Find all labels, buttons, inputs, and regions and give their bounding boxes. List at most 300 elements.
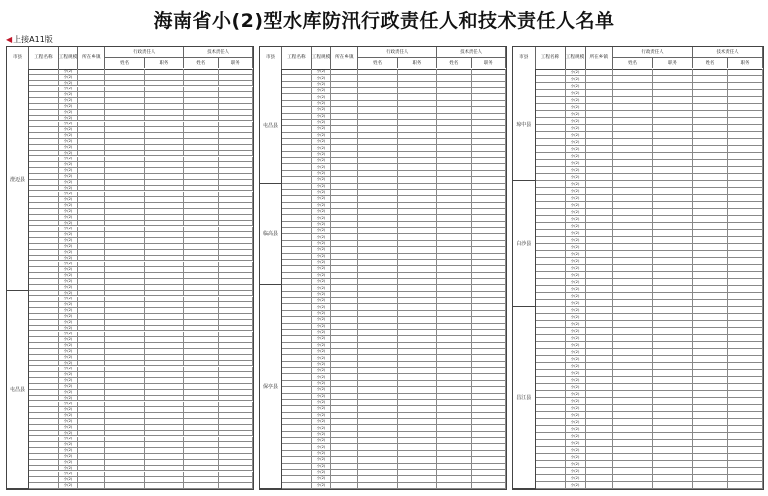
table-cell	[728, 167, 763, 173]
table-cell	[219, 192, 253, 197]
scale-cell: 小(2)	[59, 197, 79, 202]
table-cell	[693, 258, 728, 264]
table-cell	[29, 477, 59, 482]
table-cell	[358, 355, 397, 360]
table-cell	[437, 381, 471, 386]
scale-cell: 小(2)	[312, 470, 332, 475]
table-row	[513, 209, 763, 216]
table-cell	[29, 337, 59, 342]
scale-cell: 小(2)	[59, 186, 79, 191]
table-cell	[145, 349, 184, 354]
table-cell	[358, 362, 397, 367]
table-cell	[613, 412, 653, 418]
table-cell	[145, 378, 184, 383]
table-cell	[586, 440, 614, 446]
table-cell	[653, 307, 693, 313]
scale-cell: 小(2)	[312, 82, 332, 87]
table-cell	[145, 180, 184, 185]
scale-cell: 小(2)	[312, 75, 332, 80]
table-cell	[693, 363, 728, 369]
table-cell	[653, 321, 693, 327]
table-cell	[78, 203, 105, 208]
table-cell	[282, 330, 312, 335]
table-cell	[437, 171, 471, 176]
scale-cell: 小(2)	[59, 232, 79, 237]
table-cell	[613, 83, 653, 89]
table-cell	[693, 342, 728, 348]
table-cell	[331, 158, 358, 163]
table-cell	[29, 314, 59, 319]
table-cell	[693, 153, 728, 159]
table-cell	[105, 69, 144, 74]
table-cell	[653, 328, 693, 334]
scale-cell: 小(2)	[312, 355, 332, 360]
table-cell	[331, 470, 358, 475]
table-cell	[331, 120, 358, 125]
table-cell	[184, 413, 218, 418]
table-row	[513, 293, 763, 300]
table-cell	[331, 126, 358, 131]
scale-cell: 小(2)	[312, 425, 332, 430]
scale-cell: 小(2)	[566, 272, 586, 278]
table-cell	[219, 285, 253, 290]
table-cell	[536, 384, 566, 390]
table-row	[513, 265, 763, 272]
scale-cell: 小(2)	[566, 265, 586, 271]
table-cell	[586, 160, 614, 166]
table-cell	[358, 196, 397, 201]
table-cell	[398, 209, 437, 214]
table-cell	[586, 300, 614, 306]
table-cell	[613, 195, 653, 201]
table-cell	[358, 254, 397, 259]
table-cell	[29, 127, 59, 132]
table-cell	[398, 120, 437, 125]
table-cell	[282, 355, 312, 360]
table-cell	[398, 406, 437, 411]
table-cell	[398, 222, 437, 227]
table-cell	[282, 234, 312, 239]
scale-cell: 小(2)	[59, 116, 79, 121]
scale-cell: 小(2)	[566, 132, 586, 138]
table-cell	[536, 146, 566, 152]
table-cell	[219, 390, 253, 395]
table-cell	[219, 227, 253, 232]
table-cell	[184, 262, 218, 267]
table-cell	[29, 168, 59, 173]
table-cell	[613, 342, 653, 348]
table-cell	[78, 244, 105, 249]
table-cell	[219, 110, 253, 115]
table-cell	[219, 75, 253, 80]
table-cell	[613, 363, 653, 369]
scale-cell: 小(2)	[566, 454, 586, 460]
table-row	[513, 482, 763, 489]
table-cell	[613, 174, 653, 180]
table-cell	[331, 355, 358, 360]
table-cell	[29, 180, 59, 185]
table-cell	[184, 332, 218, 337]
table-cell	[358, 190, 397, 195]
table-cell	[105, 361, 144, 366]
table-cell	[613, 419, 653, 425]
table-cell	[586, 125, 614, 131]
table-cell	[282, 241, 312, 246]
table-cell	[398, 184, 437, 189]
table-cell	[398, 368, 437, 373]
table-cell	[184, 75, 218, 80]
table-cell	[398, 139, 437, 144]
table-cell	[653, 202, 693, 208]
table-cell	[29, 442, 59, 447]
table-cell	[29, 419, 59, 424]
table-cell	[331, 304, 358, 309]
table-cell	[145, 92, 184, 97]
table-cell	[586, 482, 614, 488]
table-row	[513, 118, 763, 125]
table-cell	[728, 202, 763, 208]
table-cell	[437, 368, 471, 373]
table-cell	[145, 384, 184, 389]
table-cell	[331, 292, 358, 297]
table-cell	[78, 390, 105, 395]
table-cell	[282, 425, 312, 430]
table-cell	[437, 470, 471, 475]
table-cell	[29, 203, 59, 208]
scale-cell: 小(2)	[312, 413, 332, 418]
table-cell	[184, 442, 218, 447]
table-cell	[693, 300, 728, 306]
scale-cell: 小(2)	[59, 174, 79, 179]
table-cell	[437, 69, 471, 74]
table-cell	[398, 152, 437, 157]
table-cell	[693, 321, 728, 327]
table-cell	[536, 349, 566, 355]
table-cell	[472, 387, 506, 392]
scale-cell: 小(2)	[312, 476, 332, 481]
table-cell	[472, 171, 506, 176]
scale-cell: 小(2)	[59, 483, 79, 488]
table-cell	[653, 83, 693, 89]
table-cell	[282, 464, 312, 469]
table-cell	[219, 314, 253, 319]
scale-cell: 小(2)	[59, 98, 79, 103]
table-cell	[472, 69, 506, 74]
table-cell	[105, 92, 144, 97]
table-cell	[219, 372, 253, 377]
table-cell	[693, 454, 728, 460]
table-cell	[398, 374, 437, 379]
table-cell	[613, 139, 653, 145]
table-cell	[437, 234, 471, 239]
scale-cell: 小(2)	[312, 203, 332, 208]
table-cell	[693, 195, 728, 201]
table-cell	[437, 94, 471, 99]
table-cell	[282, 203, 312, 208]
table-cell	[437, 330, 471, 335]
scale-cell: 小(2)	[312, 133, 332, 138]
scale-cell: 小(2)	[312, 419, 332, 424]
table-cell	[184, 92, 218, 97]
table-cell	[586, 216, 614, 222]
table-cell	[586, 118, 614, 124]
table-cell	[184, 168, 218, 173]
table-cell	[653, 237, 693, 243]
table-cell	[437, 292, 471, 297]
scale-cell: 小(2)	[59, 209, 79, 214]
table-cell	[693, 286, 728, 292]
table-cell	[331, 254, 358, 259]
table-cell	[613, 146, 653, 152]
table-cell	[586, 321, 614, 327]
table-header	[513, 47, 763, 70]
table-cell	[653, 356, 693, 362]
table-cell	[105, 232, 144, 237]
table-cell	[398, 317, 437, 322]
table-row	[513, 454, 763, 461]
table-cell	[398, 483, 437, 488]
table-cell	[282, 88, 312, 93]
table-cell	[184, 343, 218, 348]
table-cell	[219, 442, 253, 447]
table-cell	[536, 125, 566, 131]
table-cell	[29, 407, 59, 412]
table-cell	[331, 209, 358, 214]
table-cell	[472, 324, 506, 329]
table-cell	[653, 146, 693, 152]
table-cell	[398, 75, 437, 80]
table-cell	[728, 237, 763, 243]
table-cell	[398, 425, 437, 430]
table-cell	[78, 407, 105, 412]
table-cell	[282, 184, 312, 189]
table-cell	[586, 475, 614, 481]
table-cell	[282, 260, 312, 265]
table-cell	[693, 244, 728, 250]
table-cell	[693, 111, 728, 117]
table-cell	[145, 168, 184, 173]
table-cell	[398, 266, 437, 271]
scale-cell: 小(2)	[59, 127, 79, 132]
table-cell	[437, 457, 471, 462]
table-cell	[536, 230, 566, 236]
table-cell	[358, 114, 397, 119]
table-cell	[184, 314, 218, 319]
scale-cell: 小(2)	[59, 431, 79, 436]
table-cell	[184, 320, 218, 325]
scale-cell: 小(2)	[312, 114, 332, 119]
table-cell	[145, 75, 184, 80]
table-row	[513, 195, 763, 202]
table-cell	[145, 110, 184, 115]
table-cell	[653, 279, 693, 285]
header-admin-group: 行政责任人	[105, 47, 184, 57]
header-county: 市县	[260, 47, 282, 69]
table-cell	[437, 177, 471, 182]
scale-cell: 小(2)	[59, 133, 79, 138]
table-cell	[472, 114, 506, 119]
table-cell	[29, 297, 59, 302]
scale-cell: 小(2)	[312, 228, 332, 233]
table-cell	[536, 272, 566, 278]
table-cell	[331, 177, 358, 182]
table-cell	[613, 426, 653, 432]
table-cell	[437, 279, 471, 284]
table-cell	[536, 468, 566, 474]
table-cell	[184, 232, 218, 237]
header-scale: 工程规模	[59, 47, 79, 69]
table-cell	[145, 448, 184, 453]
table-row	[513, 321, 763, 328]
table-cell	[145, 355, 184, 360]
table-cell	[398, 171, 437, 176]
table-body	[260, 69, 506, 489]
table-cell	[29, 69, 59, 74]
table-cell	[331, 285, 358, 290]
scale-cell: 小(2)	[566, 405, 586, 411]
table-cell	[653, 139, 693, 145]
table-cell	[653, 97, 693, 103]
table-cell	[282, 374, 312, 379]
table-cell	[693, 384, 728, 390]
table-cell	[693, 391, 728, 397]
table-cell	[358, 107, 397, 112]
table-cell	[29, 437, 59, 442]
table-cell	[586, 447, 614, 453]
table-cell	[219, 419, 253, 424]
table-cell	[472, 266, 506, 271]
table-cell	[184, 145, 218, 150]
table-cell	[184, 285, 218, 290]
table-cell	[331, 343, 358, 348]
table-row	[513, 188, 763, 195]
scale-cell: 小(2)	[312, 438, 332, 443]
table-cell	[358, 82, 397, 87]
scale-cell: 小(2)	[59, 81, 79, 86]
table-cell	[105, 203, 144, 208]
table-cell	[398, 228, 437, 233]
table-cell	[282, 381, 312, 386]
table-cell	[437, 82, 471, 87]
table-cell	[653, 244, 693, 250]
table-cell	[78, 332, 105, 337]
table-cell	[78, 256, 105, 261]
table-cell	[536, 482, 566, 488]
table-cell	[586, 167, 614, 173]
table-cell	[398, 254, 437, 259]
county-label: 昌江县	[513, 307, 536, 489]
table-cell	[613, 391, 653, 397]
table-cell	[653, 111, 693, 117]
table-cell	[728, 300, 763, 306]
table-cell	[78, 326, 105, 331]
table-cell	[282, 164, 312, 169]
table-cell	[105, 308, 144, 313]
scale-cell: 小(2)	[59, 308, 79, 313]
table-cell	[184, 425, 218, 430]
scale-cell: 小(2)	[566, 167, 586, 173]
table-cell	[536, 342, 566, 348]
table-cell	[437, 133, 471, 138]
table-cell	[437, 324, 471, 329]
table-cell	[331, 222, 358, 227]
table-cell	[184, 267, 218, 272]
scale-cell: 小(2)	[59, 442, 79, 447]
table-cell	[219, 448, 253, 453]
table-cell	[105, 320, 144, 325]
scale-cell: 小(2)	[312, 171, 332, 176]
table-cell	[331, 374, 358, 379]
scale-cell: 小(2)	[566, 153, 586, 159]
table-cell	[219, 279, 253, 284]
table-cell	[437, 413, 471, 418]
table-cell	[105, 297, 144, 302]
scale-cell: 小(2)	[312, 126, 332, 131]
table-cell	[78, 355, 105, 360]
table-cell	[78, 221, 105, 226]
table-cell	[78, 396, 105, 401]
table-cell	[472, 292, 506, 297]
table-cell	[693, 328, 728, 334]
table-cell	[472, 228, 506, 233]
table-cell	[29, 349, 59, 354]
table-cell	[105, 227, 144, 232]
table-cell	[331, 203, 358, 208]
table-cell	[472, 374, 506, 379]
table-cell	[184, 291, 218, 296]
table-cell	[472, 222, 506, 227]
table-cell	[437, 196, 471, 201]
table-cell	[728, 370, 763, 376]
table-cell	[358, 133, 397, 138]
table-cell	[358, 177, 397, 182]
table-cell	[184, 308, 218, 313]
header-admin-group: 行政责任人	[613, 47, 693, 57]
scale-cell: 小(2)	[312, 279, 332, 284]
table-cell	[78, 139, 105, 144]
table-body	[7, 69, 253, 489]
table-cell	[219, 326, 253, 331]
table-cell	[145, 472, 184, 477]
table-cell	[331, 266, 358, 271]
table-cell	[78, 349, 105, 354]
table-cell	[358, 75, 397, 80]
table-cell	[219, 157, 253, 162]
table-cell	[693, 419, 728, 425]
table-cell	[78, 122, 105, 127]
table-cell	[331, 444, 358, 449]
table-cell	[105, 466, 144, 471]
table-cell	[398, 387, 437, 392]
table-cell	[105, 372, 144, 377]
table-cell	[184, 244, 218, 249]
table-cell	[145, 186, 184, 191]
table-cell	[145, 483, 184, 488]
table-cell	[398, 432, 437, 437]
header-admin-name: 姓名	[358, 58, 397, 68]
table-cell	[219, 262, 253, 267]
table-cell	[219, 122, 253, 127]
table-cell	[358, 451, 397, 456]
table-cell	[78, 104, 105, 109]
table-cell	[145, 326, 184, 331]
table-cell	[586, 370, 614, 376]
table-cell	[219, 320, 253, 325]
table-cell	[331, 362, 358, 367]
scale-cell: 小(2)	[312, 273, 332, 278]
scale-cell: 小(2)	[59, 349, 79, 354]
table-cell	[653, 153, 693, 159]
